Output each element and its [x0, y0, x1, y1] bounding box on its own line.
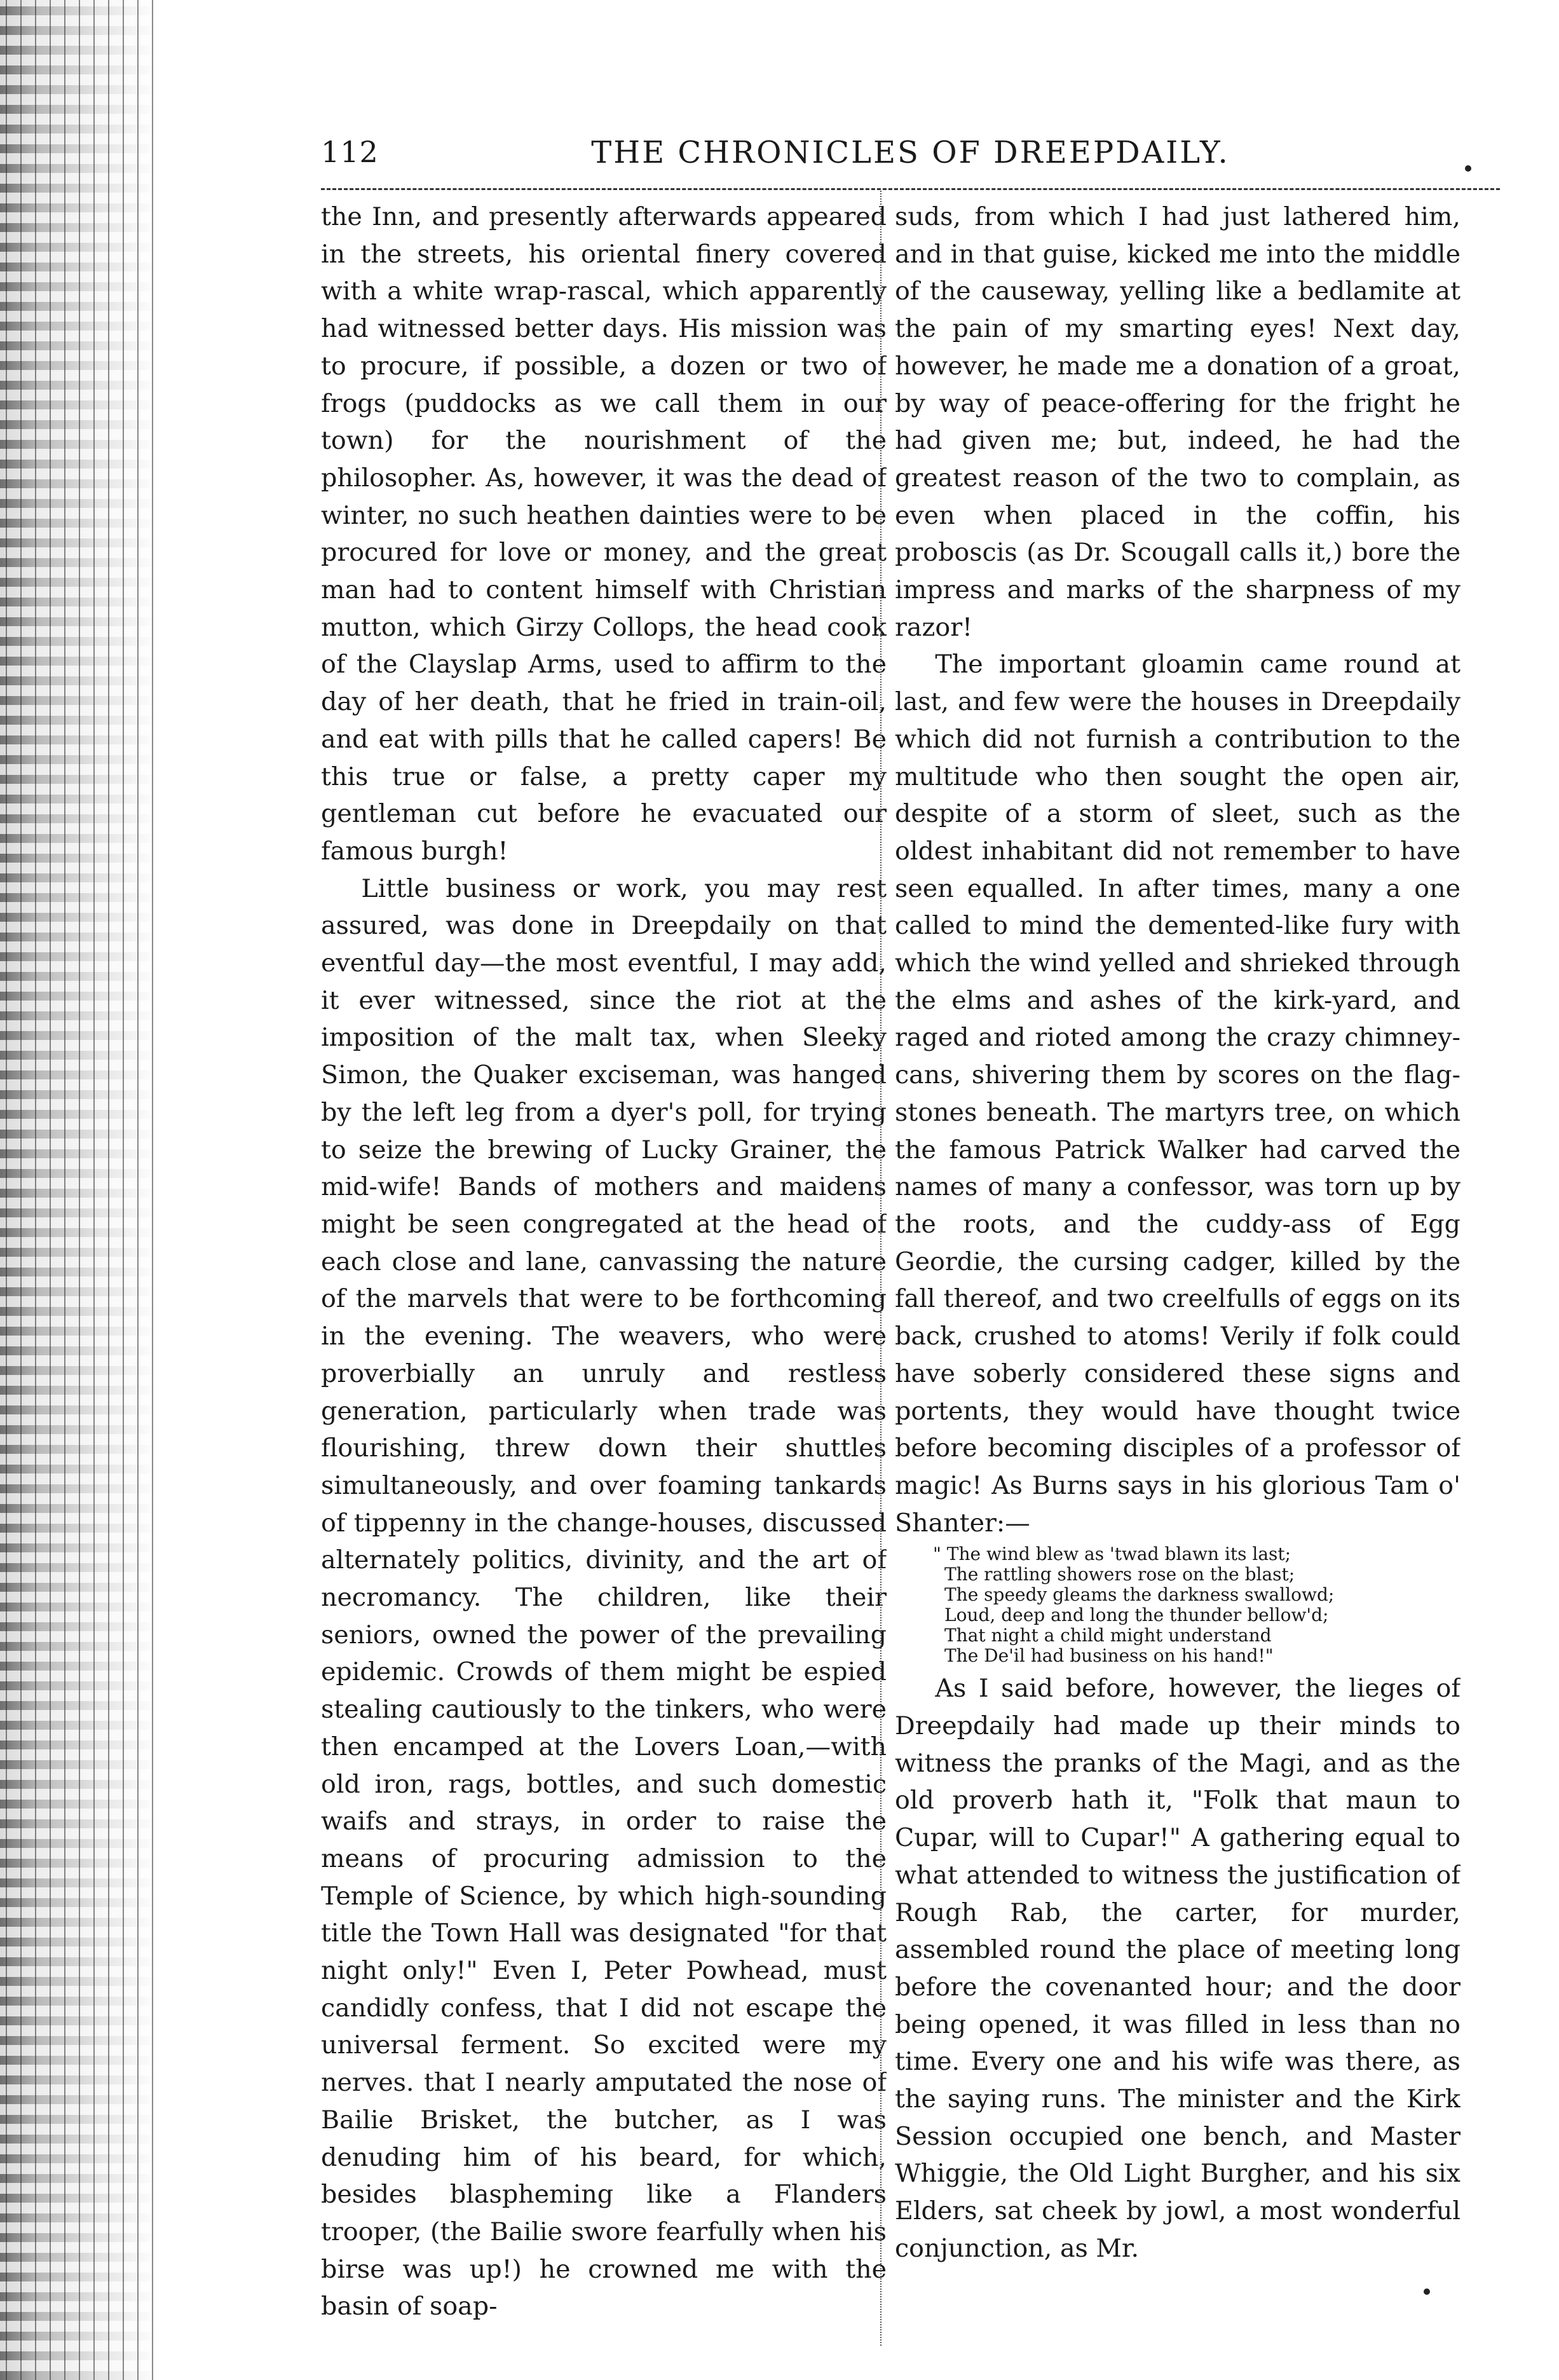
- ink-speck: [1465, 165, 1471, 172]
- verse-line: The rattling showers rose on the blast;: [944, 1564, 1295, 1585]
- right-column: [895, 198, 1460, 2347]
- verse-line: Loud, deep and long the thunder bellow'd;: [944, 1604, 1329, 1626]
- verse-line: The De'il had business on his hand!": [944, 1645, 1274, 1667]
- paragraph: the Inn, and presently afterwards appeared in the streets, his oriental finery covered with a white wrap-rascal, which apparently had witnessed better days. His mission was to procure, if possible, a dozen or two of frogs (puddocks as we call them in our town) for the nourishment of the philosopher. As, however, it was the dead of winter, no such heathen dainties were to be procured for love or money, and the great man had to content himself with Christian mutton, which Girzy Collops, the head cook of the Clayslap Arms, used to affirm to the day of her death, that he fried in train-oil, and eat with pills that he called capers! Be this true or false, a pretty caper my gentleman cut before he evacuated our famous burgh!: [321, 202, 887, 866]
- page-number: 112: [321, 135, 379, 169]
- paragraph: The important gloamin came round at last, and few were the houses in Dreepdaily which did not furnish a contribution to the multitude who then sought the open air, despite of a storm of sleet, such as the oldest inhabitant did not remember to have seen equalled. In after times, many a one called to mind the demented-like fury with which the wind yelled and shrieked through the elms and ashes of the kirk-yard, and raged and rioted among the crazy chimney-cans, shivering them by scores on the flag-stones beneath. The martyrs tree, on which the famous Patrick Walker had carved the names of many a confessor, was torn up by the roots, and the cuddy-ass of Egg Geordie, the cursing cadger, killed by the fall thereof, and two creelfulls of eggs on its back, crushed to atoms! Verily if folk could have soberly considered these signs and portents, they would have thought twice before becoming disciples of a professor of magic! As Burns says in his glorious Tam o' Shanter:—: [895, 650, 1460, 1538]
- header-rule: [321, 188, 1500, 190]
- paragraph: As I said before, however, the lieges of Dreepdaily had made up their minds to witness the pranks of the Magi, and as the old proverb hath it, "Folk that maun to Cupar, will to Cupar!" A gathering equal to what attended to witness the justification of Rough Rab, the carter, for murder, assembled round the place of meeting long before the covenanted hour; and the door being opened, it was filled in less than no time. Every one and his wife was there, as the saying runs. The minister and the Kirk Session occupied one bench, and Master Whiggie, the Old Light Burgher, and his six Elders, sat cheek by jowl, a most wonderful conjunction, as Mr.: [895, 1674, 1460, 2263]
- verse-line: That night a child might understand: [944, 1625, 1272, 1646]
- running-title: THE CHRONICLES OF DREEPDAILY.: [591, 135, 1230, 170]
- paragraph: Little business or work, you may rest assured, was done in Dreepdaily on that eventful day—the most eventful, I may add, it ever witnessed, since the riot at the imposition of the malt tax, when Sleeky Simon, the Quaker exciseman, was hanged by the left leg from a dyer's poll, for trying to seize the brewing of Lucky Grainer, the mid-wife! Bands of mothers and maidens might be seen congregated at the head of each close and lane, canvassing the nature of the marvels that were to be forthcoming in the evening. The weavers, who were proverbially an unruly and restless generation, particularly when trade was flourishing, threw down their shuttles simultaneously, and over foaming tankards of tippenny in the change-houses, discussed alternately politics, divinity, and the art of necromancy. The children, like their seniors, owned the power of the prevailing epidemic. Crowds of them might be espied stealing cautiously to the tinkers, who were then encamped at the Lovers Loan,—with old iron, rags, bottles, and such domestic waifs and strays, in order to raise the means of procuring admission to the Temple of Science, by which high-sounding title the Town Hall was designated "for that night only!" Even I, Peter Powhead, must candidly confess, that I did not escape the universal ferment. So excited were my nerves. that I nearly amputated the nose of Bailie Brisket, the butcher, as I was denuding him of his beard, for which, besides blaspheming like a Flanders trooper, (the Bailie swore fearfully when his birse was up!) he crowned me with the basin of soap-: [321, 873, 887, 2322]
- column-divider: [880, 191, 882, 2346]
- paragraph: suds, from which I had just lathered him, and in that guise, kicked me into the middle of the causeway, yelling like a bedlamite at the pain of my smarting eyes! Next day, however, he made me a donation of a groat, by way of peace-offering for the fright he had given me; but, indeed, he had the greatest reason of the two to complain, as even when placed in the coffin, his proboscis (as Dr. Scougall calls it,) bore the impress and marks of the sharpness of my razor!: [895, 202, 1460, 642]
- left-column: [321, 198, 887, 2347]
- ink-speck: [1424, 2288, 1430, 2295]
- scan-binding-shadow: [0, 0, 159, 2380]
- page-header: [321, 135, 1500, 186]
- verse-line: " The wind blew as 'twad blawn its last;: [933, 1543, 1291, 1565]
- verse-quotation: [933, 1544, 1460, 1666]
- verse-line: The speedy gleams the darkness swallowd;: [944, 1584, 1335, 1606]
